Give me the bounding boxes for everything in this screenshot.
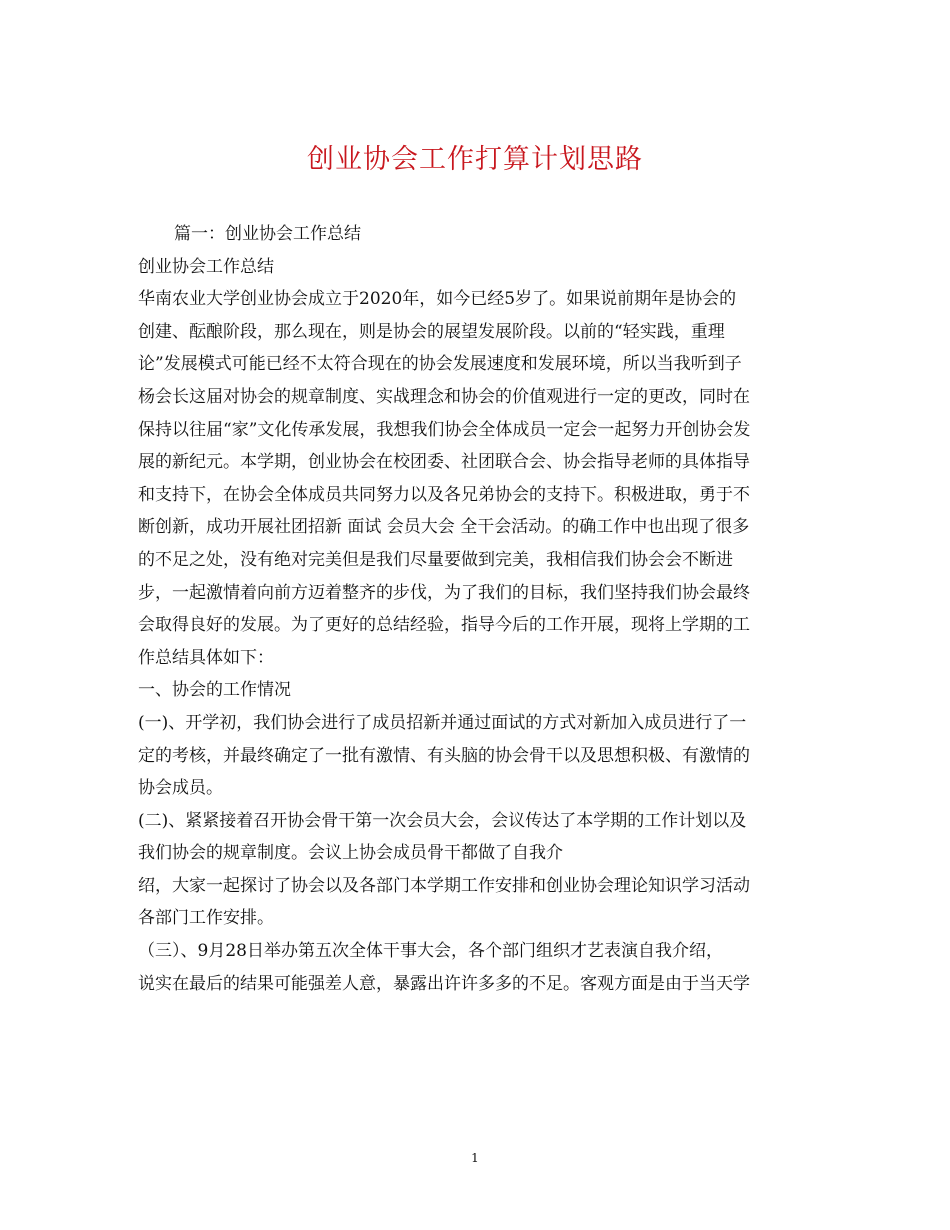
paragraph-line: （三）、9月28日举办第五次全体干事大会，各个部门组织才艺表演自我介绍， (138, 941, 723, 962)
section-heading: 一、协会的工作情况 (138, 680, 291, 701)
paragraph-line: 保持以往届“家”文化传承发展，我想我们协会全体成员一定会一起努力开创协会发 (138, 419, 751, 440)
subheading: 创业协会工作总结 (138, 256, 274, 277)
document-title: 创业协会工作打算计划思路 (307, 144, 643, 175)
paragraph-line: 和支持下，在协会全体成员共同努力以及各兄弟协会的支持下。积极进取，勇于不 (138, 484, 750, 505)
paragraph-line: 绍，大家一起探讨了协会以及各部门本学期工作安排和创业协会理论知识学习活动 (138, 875, 750, 896)
paragraph-line: 会取得良好的发展。为了更好的总结经验，指导今后的工作开展，现将上学期的工 (138, 615, 750, 636)
paragraph-line: 展的新纪元。本学期，创业协会在校团委、社团联合会、协会指导老师的具体指导 (138, 452, 750, 473)
paragraph-line: (一)、开学初，我们协会进行了成员招新并通过面试的方式对新加入成员进行了一 (138, 712, 747, 733)
paragraph-line: 断创新，成功开展社团招新 面试 会员大会 全干会活动。的确工作中也出现了很多 (138, 517, 750, 538)
paragraph-line: 我们协会的规章制度。会议上协会成员骨干都做了自我介 (138, 843, 563, 864)
paragraph-line: 说实在最后的结果可能强差人意，暴露出许许多多的不足。客观方面是由于当天学 (138, 973, 750, 994)
paragraph-line: 作总结具体如下： (138, 647, 274, 668)
paragraph-line: 论”发展模式可能已经不太符合现在的协会发展速度和发展环境，所以当我听到子 (138, 354, 742, 375)
paragraph-line: 协会成员。 (138, 778, 223, 799)
page-number: 1 (471, 1151, 479, 1165)
section-heading: 篇一：创业协会工作总结 (174, 224, 361, 244)
paragraph-line: (二)、紧紧接着召开协会骨干第一次会员大会，会议传达了本学期的工作计划以及 (138, 810, 747, 831)
paragraph-line: 的不足之处，没有绝对完美但是我们尽量要做到完美，我相信我们协会会不断进 (138, 549, 733, 570)
paragraph-line: 各部门工作安排。 (138, 908, 274, 929)
document-body (138, 218, 818, 1000)
paragraph-line: 华南农业大学创业协会成立于2020年，如今已经5岁了。如果说前期年是协会的 (138, 289, 737, 310)
paragraph-line: 创建、酝酿阶段，那么现在，则是协会的展望发展阶段。以前的“轻实践，重理 (138, 321, 725, 342)
paragraph-line: 杨会长这届对协会的规章制度、实战理念和协会的价值观进行一定的更改，同时在 (138, 386, 750, 407)
paragraph-line: 步，一起激情着向前方迈着整齐的步伐，为了我们的目标，我们坚持我们协会最终 (138, 582, 750, 603)
paragraph-line: 定的考核，并最终确定了一批有激情、有头脑的协会骨干以及思想积极、有激情的 (138, 745, 750, 766)
